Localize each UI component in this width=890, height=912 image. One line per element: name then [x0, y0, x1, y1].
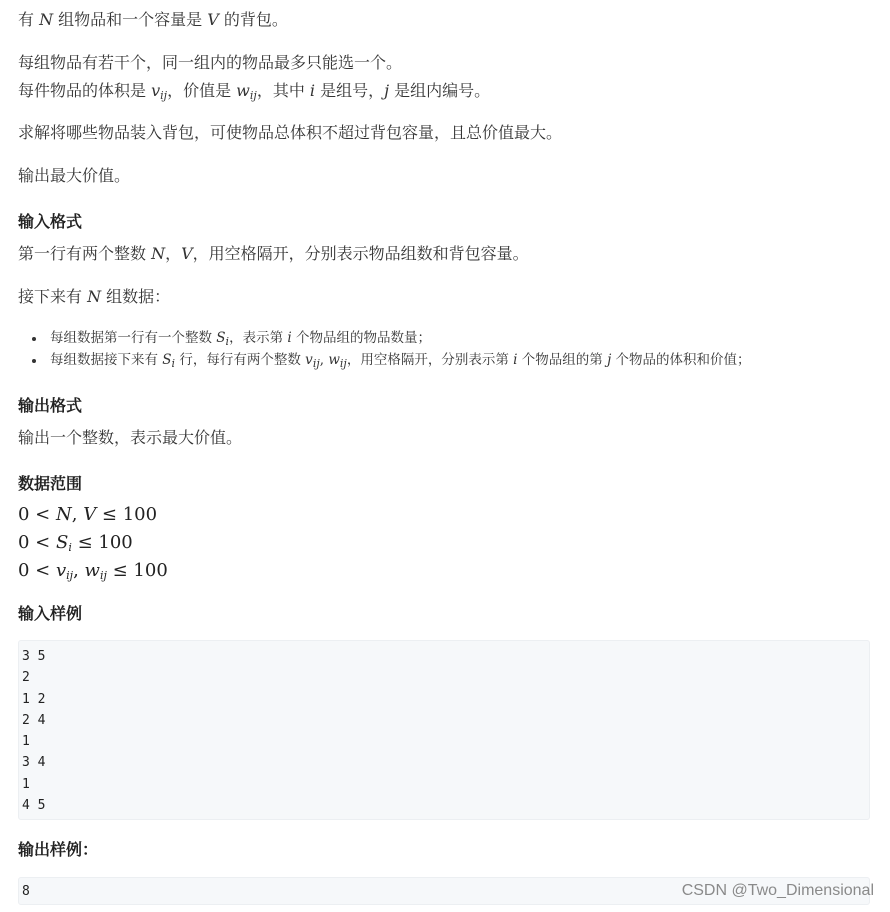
intro-line-3 [18, 80, 490, 102]
output-format-heading: 输出格式 [18, 396, 83, 415]
math-text: ≤ 100 [71, 532, 133, 553]
list-item [18, 349, 751, 371]
text: ，表示第 [229, 330, 288, 346]
math-N: N [55, 504, 72, 525]
intro-line-5: 输出最大价值。 [18, 166, 131, 185]
input-format-line-1 [18, 243, 529, 265]
input-format-heading: 输入格式 [18, 212, 83, 231]
math-v: v [55, 560, 67, 581]
sample-input-block [18, 640, 870, 820]
text: 的背包。 [218, 10, 288, 29]
math-sep: , [319, 352, 329, 368]
input-format-list [18, 327, 751, 371]
math-sub: i [68, 541, 72, 554]
math-sep: , [71, 504, 84, 525]
math-i: i [513, 352, 518, 368]
list-item [18, 327, 751, 349]
data-range-heading: 数据范围 [18, 474, 83, 493]
math-N: N [87, 287, 102, 306]
range-line-1 [18, 502, 157, 528]
intro-line-1 [18, 9, 288, 31]
code-line: 1 [22, 734, 30, 750]
range-line-2 [18, 530, 133, 556]
math-w: w [236, 81, 250, 100]
code-line: 2 [22, 670, 30, 686]
math-w: w [84, 560, 100, 581]
math-sub: ij [160, 89, 168, 102]
intro-line-2: 每组物品有若干个，同一组内的物品最多只能选一个。 [18, 53, 403, 72]
text: 每组数据接下来有 [50, 352, 163, 368]
code-line: 3 4 [22, 755, 46, 771]
text: ，其中 [256, 81, 310, 100]
math-N: N [39, 10, 54, 29]
input-format-line-2 [18, 286, 170, 308]
code-line: 4 5 [22, 798, 46, 814]
text: 每组数据第一行有一个整数 [50, 330, 217, 346]
text: 是组内编号。 [389, 81, 491, 100]
range-line-3 [18, 558, 168, 584]
text: 接下来有 [18, 287, 88, 306]
intro-line-4: 求解将哪些物品装入背包，可使物品总体积不超过背包容量，且总价值最大。 [18, 123, 563, 142]
math-sub: ij [339, 357, 347, 370]
math-sub: i [225, 335, 230, 348]
text: ，用空格隔开，分别表示物品组数和背包容量。 [192, 244, 529, 263]
math-text: 0 < [18, 560, 56, 581]
text: ，价值是 [167, 81, 237, 100]
math-S: S [55, 532, 69, 553]
math-V: V [207, 10, 219, 29]
math-V: V [181, 244, 193, 263]
code-line: 3 5 [22, 649, 46, 664]
math-w: w [328, 352, 340, 368]
sample-input-heading: 输入样例 [18, 604, 83, 623]
text: 行，每行有两个整数 [175, 352, 306, 368]
text: 组物品和一个容量是 [53, 10, 208, 29]
math-sub: i [171, 357, 176, 370]
math-i: i [287, 330, 292, 346]
code-lines [19, 646, 869, 816]
sample-output-heading: 输出样例： [18, 840, 99, 859]
output-format-text: 输出一个整数，表示最大价值。 [18, 428, 243, 447]
text: 第一行有两个整数 [18, 244, 152, 263]
math-sub: ij [66, 569, 74, 582]
watermark: CSDN @Two_Dimensional [681, 882, 874, 899]
math-i: i [309, 81, 316, 100]
text: 个物品组的物品数量； [291, 330, 431, 346]
math-text: ≤ 100 [106, 560, 168, 581]
math-v: v [151, 81, 161, 100]
code-line: 2 4 [22, 712, 46, 728]
math-S: S [162, 352, 172, 368]
text: 个物品的体积和价值； [611, 352, 751, 368]
math-text: ≤ 100 [96, 504, 158, 525]
code-line: 1 [22, 776, 30, 792]
math-S: S [216, 330, 226, 346]
code-line: 1 2 [22, 691, 46, 707]
math-v: v [305, 352, 313, 368]
math-text: 0 < [18, 504, 56, 525]
text: 是组号， [315, 81, 385, 100]
math-sub: ij [249, 89, 257, 102]
math-sub: ij [99, 569, 107, 582]
text: 组数据： [101, 287, 171, 306]
text: 个物品组的第 [517, 352, 608, 368]
math-N: N [151, 244, 166, 263]
code-line: 8 [22, 884, 30, 899]
text: ，用空格隔开，分别表示第 [346, 352, 514, 368]
math-j: j [607, 352, 612, 368]
math-j: j [384, 81, 390, 100]
math-text: 0 < [18, 532, 56, 553]
text: 每件物品的体积是 [18, 81, 152, 100]
math-sub: ij [312, 357, 320, 370]
math-V: V [83, 504, 97, 525]
text: 有 [18, 10, 40, 29]
math-sep: , [73, 560, 85, 581]
text: ， [165, 244, 182, 263]
